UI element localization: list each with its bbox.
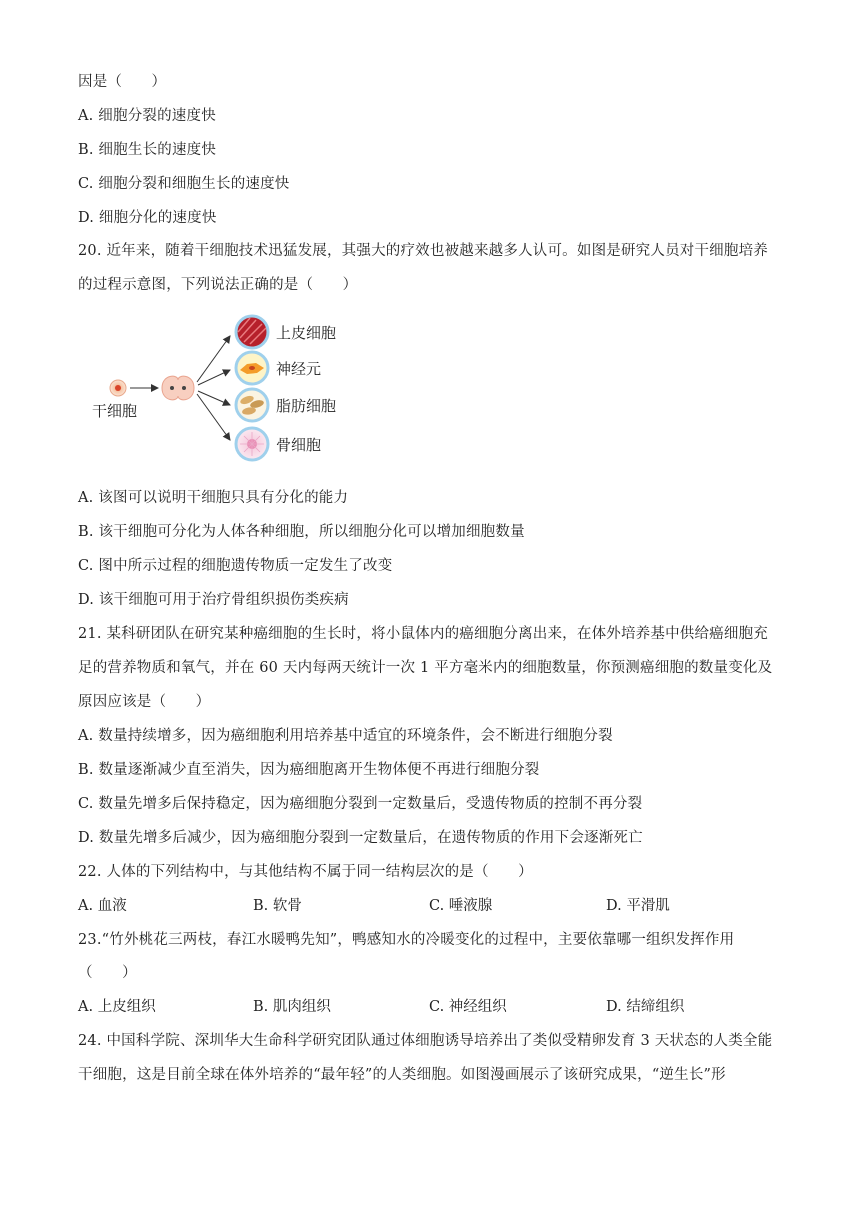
neuron-label: 神经元	[276, 360, 322, 378]
q22-option-b: B. 软骨	[253, 898, 302, 914]
q19-option-d: D. 细胞分化的速度快	[78, 210, 217, 226]
dividing-cell-icon	[162, 376, 194, 400]
bone-cell-icon	[236, 428, 268, 460]
q20-option-d: D. 该干细胞可用于治疗骨组织损伤类疾病	[78, 592, 349, 608]
q21-option-a: A. 数量持续增多，因为癌细胞利用培养基中适宜的环境条件，会不断进行细胞分裂	[78, 728, 613, 744]
q22-option-d: D. 平滑肌	[606, 898, 670, 914]
q24-stem-line-1: 24. 中国科学院、深圳华大生命科学研究团队通过体细胞诱导培养出了类似受精卵发育 3 天状态的人类全能	[78, 1033, 773, 1049]
q20-option-c: C. 图中所示过程的细胞遗传物质一定发生了改变	[78, 558, 393, 574]
q19-option-c: C. 细胞分裂和细胞生长的速度快	[78, 176, 290, 192]
fat-cell-label: 脂肪细胞	[276, 397, 337, 415]
q21-stem-line-1: 21. 某科研团队在研究某种癌细胞的生长时，将小鼠体内的癌细胞分离出来，在体外培养基中供给癌细胞充	[78, 626, 768, 642]
q23-option-a: A. 上皮组织	[78, 999, 156, 1015]
q21-option-c: C. 数量先增多后保持稳定，因为癌细胞分裂到一定数量后，受遗传物质的控制不再分裂	[78, 796, 643, 812]
fat-cell-icon	[236, 389, 268, 421]
q22-option-a: A. 血液	[78, 898, 127, 914]
q20-option-b: B. 该干细胞可分化为人体各种细胞，所以细胞分化可以增加细胞数量	[78, 524, 525, 540]
q19-option-b: B. 细胞生长的速度快	[78, 142, 217, 158]
q19-option-a: A. 细胞分裂的速度快	[78, 108, 216, 124]
q23-options-row	[78, 997, 784, 1017]
stem-cell-icon	[110, 380, 126, 396]
q21-option-b: B. 数量逐渐减少直至消失，因为癌细胞离开生物体便不再进行细胞分裂	[78, 762, 540, 778]
q20-stem-line-2: 的过程示意图，下列说法正确的是（ ）	[78, 277, 358, 293]
stem-cell-differentiation-diagram	[90, 308, 360, 468]
arrow-to-neuron	[198, 370, 230, 385]
bone-cell-label: 骨细胞	[276, 436, 322, 454]
q23-option-b: B. 肌肉组织	[253, 999, 331, 1015]
q22-option-c: C. 唾液腺	[429, 898, 493, 914]
q24-stem-line-2: 干细胞，这是目前全球在体外培养的“最年轻”的人类细胞。如图漫画展示了该研究成果，“逆生长”形	[78, 1067, 726, 1083]
q22-stem: 22. 人体的下列结构中，与其他结构不属于同一结构层次的是（ ）	[78, 864, 533, 880]
q22-options-row	[78, 896, 784, 916]
arrow-to-bone	[197, 394, 230, 440]
q20-stem-line-1: 20. 近年来，随着干细胞技术迅猛发展，其强大的疗效也被越来越多人认可。如图是研究人员对干细胞培养	[78, 243, 768, 259]
q21-stem-line-3: 原因应该是（ ）	[78, 694, 211, 710]
q23-option-c: C. 神经组织	[429, 999, 507, 1015]
stem-cell-label: 干细胞	[92, 402, 138, 420]
q21-option-d: D. 数量先增多后减少，因为癌细胞分裂到一定数量后，在遗传物质的作用下会逐渐死亡	[78, 830, 643, 846]
q20-option-a: A. 该图可以说明干细胞只具有分化的能力	[78, 490, 349, 506]
q23-option-d: D. 结缔组织	[606, 999, 685, 1015]
epithelial-cell-icon	[236, 316, 268, 348]
q23-stem-line-2: （ ）	[78, 965, 137, 981]
neuron-icon	[236, 352, 268, 384]
q23-stem-line-1: 23.“竹外桃花三两枝，春江水暖鸭先知”，鸭感知水的冷暖变化的过程中，主要依靠哪一组织发挥作用	[78, 932, 735, 948]
q21-stem-line-2: 足的营养物质和氧气，并在 60 天内每两天统计一次 1 平方毫米内的细胞数量，你预测癌细胞的数量变化及	[78, 660, 773, 676]
epithelial-cell-label: 上皮细胞	[276, 324, 337, 342]
arrow-to-epithelial	[197, 336, 230, 382]
q19-stem-tail: 因是（ ）	[78, 74, 167, 90]
